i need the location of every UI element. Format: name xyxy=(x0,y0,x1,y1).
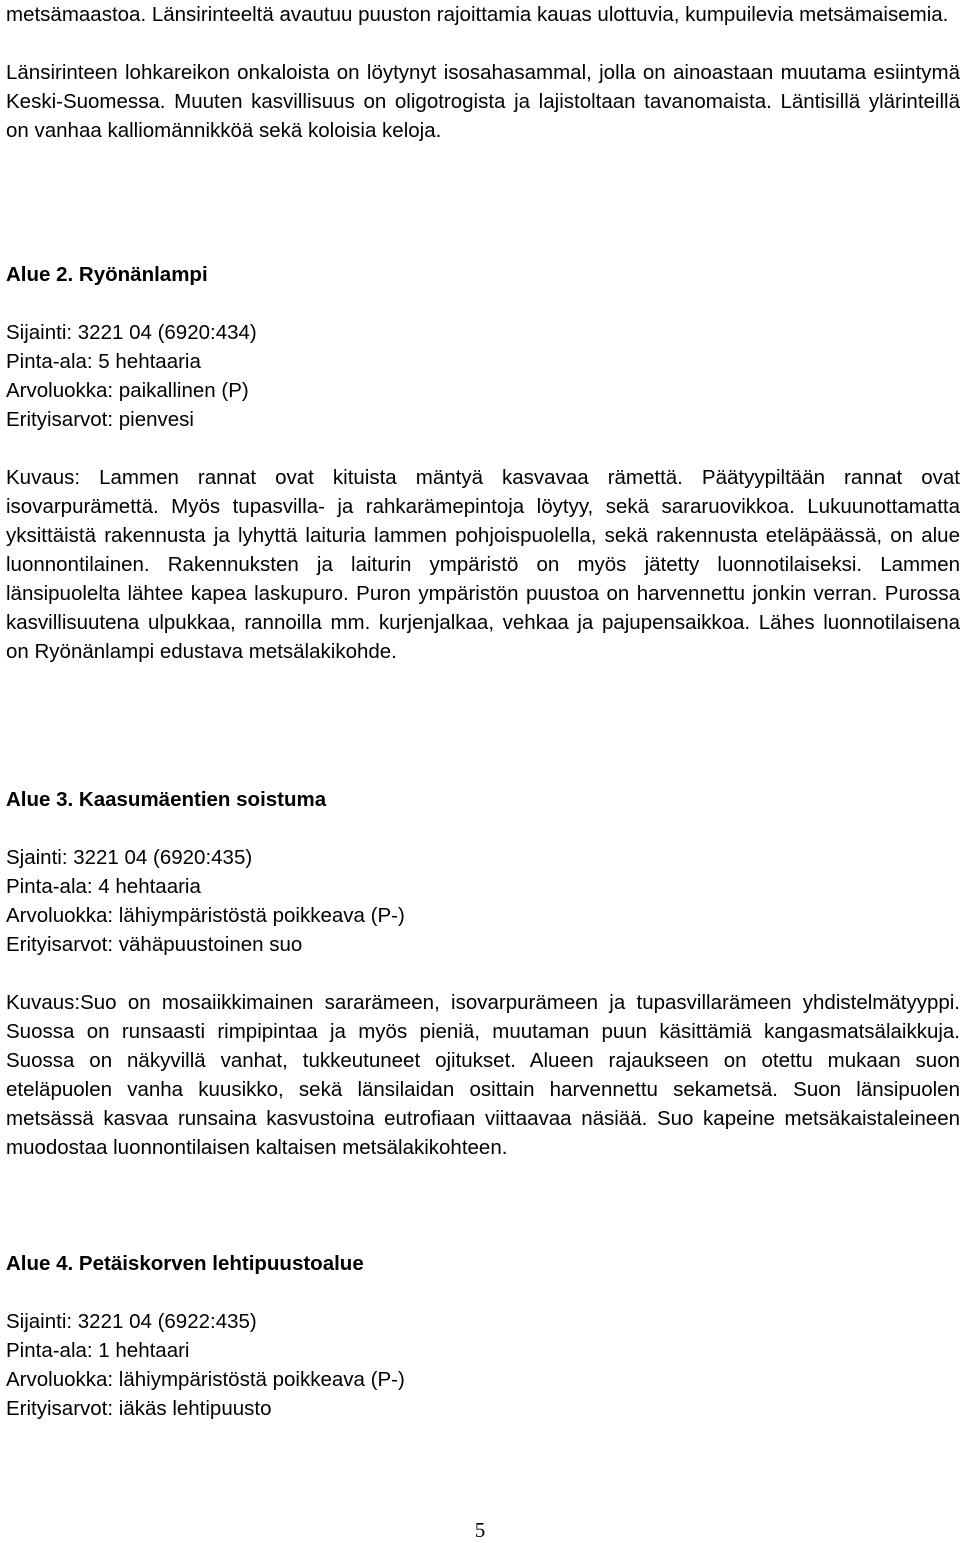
area-3-heading xyxy=(6,785,960,814)
area-4-area: Pinta-ala: 1 hehtaari xyxy=(6,1339,190,1362)
area-3-description: Kuvaus:Suo on mosaiikkimainen sararämeen, isovarpurämeen ja tupasvillarämeen yhdistelmätyyppi. Suossa on runsaasti rimpipintaa ja myös pieniä, muutaman puun käsittämiä kangasmatsälaikkuja. Suossa on näkyvillä vanhat, tukkeutuneet ojitukset. Alueen rajaukseen on otettu mukaan suon eteläpuolen vanha kuusikko, sekä länsilaidan osittain harvennettu sekametsä. Suon länsipuolen metsässä kasvaa runsaina kasvustoina eutrofiaan viittaavaa näsiää. Suo kapeine metsäkaistaleineen muodostaa luonnontilaisen kaltaisen metsälakikohteen. xyxy=(6,991,960,1159)
intro-paragraph-1: metsämaastoa. Länsirinteeltä avautuu puuston rajoittamia kauas ulottuvia, kumpuilevia metsämaisemia. xyxy=(6,3,949,26)
area-3-area: Pinta-ala: 4 hehtaaria xyxy=(6,875,201,898)
area-4-title: Petäiskorven lehtipuustoalue xyxy=(78,1252,364,1275)
area-2-heading xyxy=(6,260,960,289)
area-3-title: Kaasumäentien soistuma xyxy=(78,788,327,811)
page-number: 5 xyxy=(474,1518,486,1542)
area-4-section xyxy=(6,1249,960,1423)
area-2-location: Sijainti: 3221 04 (6920:434) xyxy=(6,321,257,344)
area-3-section xyxy=(6,785,960,1162)
area-2-special: Erityisarvot: pienvesi xyxy=(6,408,194,431)
area-2-value-class: Arvoluokka: paikallinen (P) xyxy=(6,379,249,402)
area-4-special: Erityisarvot: iäkäs lehtipuusto xyxy=(6,1397,272,1420)
area-2-title: Ryönänlampi xyxy=(78,263,208,286)
area-2-section xyxy=(6,260,960,666)
area-2-label: Alue 2. xyxy=(6,263,74,286)
area-3-label: Alue 3. xyxy=(6,788,74,811)
area-3-location: Sjainti: 3221 04 (6920:435) xyxy=(6,846,253,869)
area-4-location: Sijainti: 3221 04 (6922:435) xyxy=(6,1310,257,1333)
area-4-label: Alue 4. xyxy=(6,1252,74,1275)
area-3-value-class: Arvoluokka: lähiympäristöstä poikkeava (P-) xyxy=(6,904,405,927)
area-4-heading xyxy=(6,1249,960,1278)
intro-paragraph-2: Länsirinteen lohkareikon onkaloista on löytynyt isosahasammal, jolla on ainoastaan muutama esiintymä Keski-Suomessa. Muuten kasvillisuus on oligotrogista ja lajistoltaan tavanomaista. Läntisillä ylärinteillä on vanhaa kalliomännikköä sekä koloisia keloja. xyxy=(6,61,960,142)
area-2-area: Pinta-ala: 5 hehtaaria xyxy=(6,350,201,373)
area-2-description: Kuvaus: Lammen rannat ovat kituista mäntyä kasvavaa rämettä. Päätyypiltään rannat ovat isovarpurämettä. Myös tupasvilla- ja rahkarämepintoja löytyy, sekä sararuovikkoa. Lukuunottamatta yksittäistä rakennusta ja lyhyttä laituria lammen pohjoispuolella, sekä rakennusta eteläpäässä, on alue luonnontilainen. Rakennuksten ja laiturin ympäristö on myös jätetty luonnotilaiseksi. Lammen länsipuolelta lähtee kapea laskupuro. Puron ympäristön puustoa on harvennettu jonkin verran. Purossa kasvillisuutena ulpukkaa, rannoilla mm. kurjenjalkaa, vehkaa ja pajupensaikkoa. Lähes luonnotilaisena on Ryönänlampi edustava metsälakikohde. xyxy=(6,466,960,663)
area-4-value-class: Arvoluokka: lähiympäristöstä poikkeava (P-) xyxy=(6,1368,405,1391)
area-3-special: Erityisarvot: vähäpuustoinen suo xyxy=(6,933,303,956)
